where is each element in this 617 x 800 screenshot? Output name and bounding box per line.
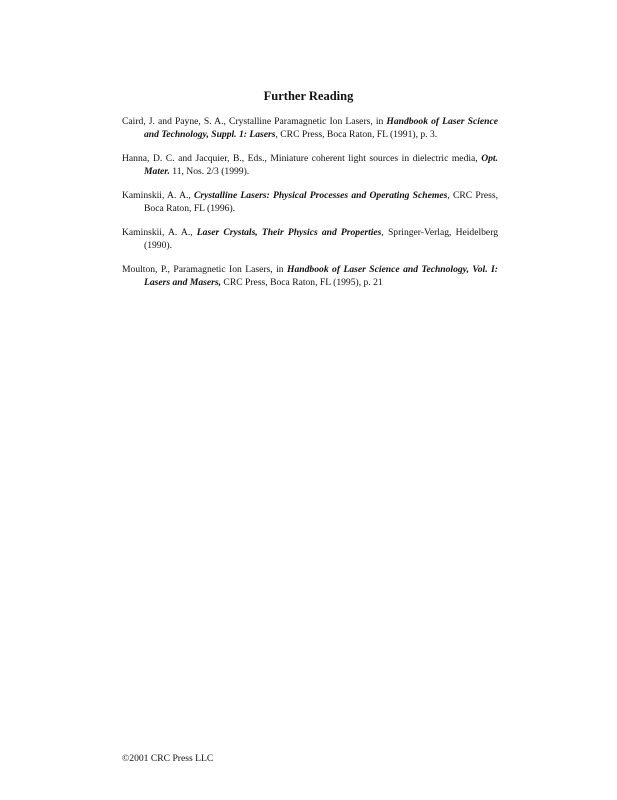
reference-text: Kaminskii, A. A., <box>122 190 195 201</box>
reference-text: , CRC Press, Boca Raton, FL (1996). <box>144 190 499 214</box>
reference-item <box>122 264 498 289</box>
reference-text: Moulton, P., Paramagnetic Ion Lasers, in <box>122 264 288 275</box>
reference-text: 11, Nos. 2/3 (1999). <box>169 165 250 177</box>
reference-list <box>122 116 498 301</box>
section-heading: Further Reading <box>263 89 354 103</box>
reference-title: Handbook of Laser Science and Technology, Vol. I: Lasers and Masers, <box>144 264 498 288</box>
reference-item <box>122 153 498 178</box>
reference-title: Laser Crystals, Their Physics and Properties <box>196 227 382 238</box>
reference-title: Crystalline Lasers: Physical Processes and Operating Schemes <box>194 190 448 201</box>
reference-text: Caird, J. and Payne, S. A., Crystalline Paramagnetic Ion Lasers, in <box>122 116 387 127</box>
reference-title: Handbook of Laser Science and Technology, Suppl. 1: Lasers <box>144 116 498 140</box>
reference-item <box>122 116 498 141</box>
reference-text: , CRC Press, Boca Raton, FL (1991), p. 3. <box>275 128 438 140</box>
copyright-footer: ©2001 CRC Press LLC <box>122 753 214 764</box>
reference-text: , Springer-Verlag, Heidelberg (1990). <box>144 227 499 251</box>
reference-text: Kaminskii, A. A., <box>122 227 197 238</box>
reference-item <box>122 190 498 215</box>
reference-text: CRC Press, Boca Raton, FL (1995), p. 21 <box>221 276 383 288</box>
reference-text: Hanna, D. C. and Jacquier, B., Eds., Miniature coherent light sources in dielectric media, <box>122 153 482 164</box>
reference-item <box>122 227 498 252</box>
reference-title: Opt. Mater. <box>144 153 498 177</box>
